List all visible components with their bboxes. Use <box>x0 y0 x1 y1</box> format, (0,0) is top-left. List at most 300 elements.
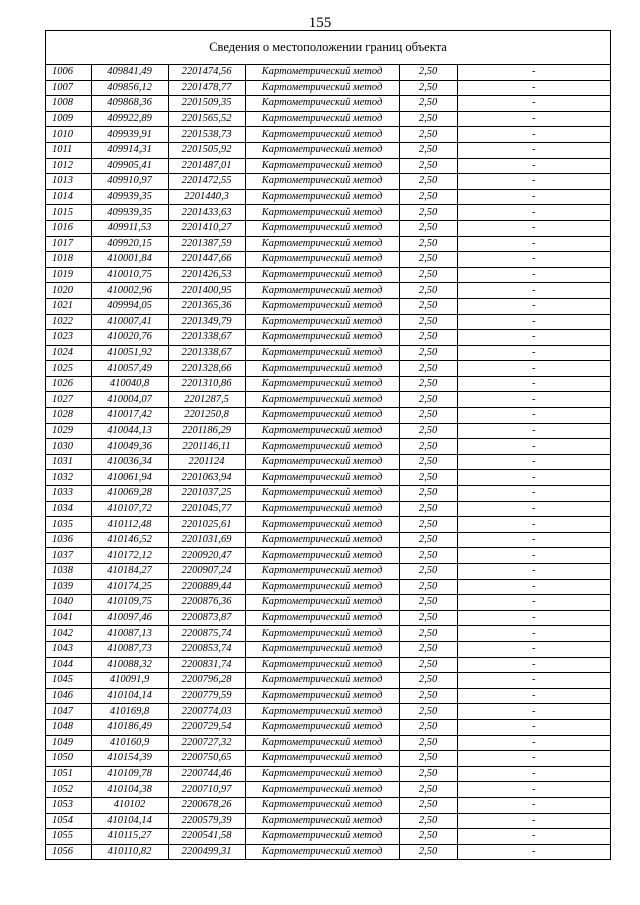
description-cell: - <box>457 189 610 205</box>
coordinate-y-cell: 2201505,92 <box>168 142 245 158</box>
coordinate-y-cell: 2200853,74 <box>168 641 245 657</box>
table-row <box>46 252 610 268</box>
coordinate-y-cell: 2200727,32 <box>168 735 245 751</box>
table-row <box>46 641 610 657</box>
coordinate-x-cell: 410002,96 <box>91 283 168 299</box>
coordinate-y-cell: 2201565,52 <box>168 111 245 127</box>
point-number-cell: 1034 <box>46 501 91 517</box>
coordinate-x-cell: 410109,78 <box>91 766 168 782</box>
method-cell: Картометрический метод <box>245 657 399 673</box>
point-number-cell: 1024 <box>46 345 91 361</box>
accuracy-cell: 2,50 <box>399 797 457 813</box>
coordinate-y-cell: 2200744,46 <box>168 766 245 782</box>
coordinate-x-cell: 410051,92 <box>91 345 168 361</box>
table-row <box>46 657 610 673</box>
description-cell: - <box>457 735 610 751</box>
point-number-cell: 1027 <box>46 392 91 408</box>
description-cell: - <box>457 298 610 314</box>
table-row <box>46 751 610 767</box>
method-cell: Картометрический метод <box>245 735 399 751</box>
coordinate-x-cell: 409939,35 <box>91 205 168 221</box>
table-body <box>46 65 610 859</box>
coordinate-y-cell: 2201447,66 <box>168 252 245 268</box>
coordinate-x-cell: 410146,52 <box>91 532 168 548</box>
coordinate-y-cell: 2201124 <box>168 454 245 470</box>
coordinate-x-cell: 410087,13 <box>91 626 168 642</box>
coordinate-x-cell: 410160,9 <box>91 735 168 751</box>
accuracy-cell: 2,50 <box>399 626 457 642</box>
coordinate-x-cell: 410007,41 <box>91 314 168 330</box>
accuracy-cell: 2,50 <box>399 813 457 829</box>
description-cell: - <box>457 501 610 517</box>
method-cell: Картометрический метод <box>245 797 399 813</box>
description-cell: - <box>457 782 610 798</box>
table-row <box>46 127 610 143</box>
coordinate-x-cell: 410036,34 <box>91 454 168 470</box>
description-cell: - <box>457 548 610 564</box>
coordinate-y-cell: 2201338,67 <box>168 330 245 346</box>
method-cell: Картометрический метод <box>245 782 399 798</box>
table-row <box>46 719 610 735</box>
table-row <box>46 532 610 548</box>
coordinate-x-cell: 410001,84 <box>91 252 168 268</box>
coordinate-y-cell: 2201338,67 <box>168 345 245 361</box>
method-cell: Картометрический метод <box>245 626 399 642</box>
accuracy-cell: 2,50 <box>399 298 457 314</box>
table-row <box>46 454 610 470</box>
table-row <box>46 96 610 112</box>
point-number-cell: 1033 <box>46 486 91 502</box>
coordinate-x-cell: 409911,53 <box>91 220 168 236</box>
coordinate-x-cell: 410115,27 <box>91 829 168 845</box>
accuracy-cell: 2,50 <box>399 314 457 330</box>
method-cell: Картометрический метод <box>245 486 399 502</box>
table-row <box>46 610 610 626</box>
method-cell: Картометрический метод <box>245 111 399 127</box>
accuracy-cell: 2,50 <box>399 345 457 361</box>
coordinate-y-cell: 2201310,86 <box>168 376 245 392</box>
method-cell: Картометрический метод <box>245 252 399 268</box>
point-number-cell: 1006 <box>46 65 91 80</box>
coordinate-x-cell: 410154,39 <box>91 751 168 767</box>
coordinate-x-cell: 410184,27 <box>91 564 168 580</box>
coordinate-x-cell: 410097,46 <box>91 610 168 626</box>
point-number-cell: 1050 <box>46 751 91 767</box>
method-cell: Картометрический метод <box>245 189 399 205</box>
coordinate-x-cell: 409922,89 <box>91 111 168 127</box>
description-cell: - <box>457 486 610 502</box>
description-cell: - <box>532 845 536 857</box>
point-number-cell: 1049 <box>46 735 91 751</box>
method-cell: Картометрический метод <box>245 595 399 611</box>
table-row <box>46 735 610 751</box>
description-cell: - <box>457 719 610 735</box>
accuracy-cell: 2,50 <box>399 189 457 205</box>
method-cell: Картометрический метод <box>245 813 399 829</box>
table-row <box>46 829 610 845</box>
table-row <box>46 142 610 158</box>
description-cell: - <box>457 626 610 642</box>
method-cell: Картометрический метод <box>245 641 399 657</box>
table-row <box>46 376 610 392</box>
method-cell: Картометрический метод <box>245 532 399 548</box>
table-row <box>46 174 610 190</box>
coordinate-x-cell: 410091,9 <box>91 673 168 689</box>
point-number-cell: 1025 <box>46 361 91 377</box>
method-cell: Картометрический метод <box>245 236 399 252</box>
method-cell: Картометрический метод <box>245 829 399 845</box>
table-row <box>46 408 610 424</box>
description-cell: - <box>457 174 610 190</box>
coordinate-x-cell: 410104,14 <box>91 688 168 704</box>
coordinate-x-cell: 410172,12 <box>91 548 168 564</box>
coordinate-y-cell: 2201400,95 <box>168 283 245 299</box>
accuracy-cell: 2,50 <box>399 283 457 299</box>
point-number-cell: 1030 <box>46 439 91 455</box>
coordinate-x-cell: 410104,14 <box>91 813 168 829</box>
accuracy-cell: 2,50 <box>399 579 457 595</box>
coordinate-x-cell: 410057,49 <box>91 361 168 377</box>
accuracy-cell: 2,50 <box>399 704 457 720</box>
description-cell: - <box>457 829 610 845</box>
coordinate-y-cell: 2200729,54 <box>168 719 245 735</box>
description-cell: - <box>457 673 610 689</box>
point-number-cell: 1011 <box>46 142 91 158</box>
point-number-cell: 1020 <box>46 283 91 299</box>
accuracy-cell: 2,50 <box>399 267 457 283</box>
point-number-cell: 1040 <box>46 595 91 611</box>
accuracy-cell: 2,50 <box>399 719 457 735</box>
coordinate-x-cell: 410174,25 <box>91 579 168 595</box>
accuracy-cell: 2,50 <box>399 782 457 798</box>
point-number-cell: 1017 <box>46 236 91 252</box>
method-cell: Картометрический метод <box>245 376 399 392</box>
method-cell: Картометрический метод <box>245 704 399 720</box>
coordinate-y-cell: 2201250,8 <box>168 408 245 424</box>
coordinate-y-cell: 2200831,74 <box>168 657 245 673</box>
accuracy-cell: 2,50 <box>399 127 457 143</box>
coordinate-x-cell: 410004,07 <box>91 392 168 408</box>
table-row <box>46 844 610 859</box>
accuracy-cell: 2,50 <box>399 766 457 782</box>
accuracy-cell: 2,50 <box>399 454 457 470</box>
coordinate-y-cell: 2201037,25 <box>168 486 245 502</box>
coordinate-x-cell: 409939,91 <box>91 127 168 143</box>
accuracy-cell: 2,50 <box>399 829 457 845</box>
coordinate-y-cell: 2200779,59 <box>168 688 245 704</box>
table-title: Сведения о местоположении границ объекта <box>46 31 610 65</box>
coordinate-y-cell: 2200541,58 <box>168 829 245 845</box>
table-row <box>46 65 610 80</box>
coordinate-y-cell: 2201186,29 <box>168 423 245 439</box>
accuracy-cell: 2,50 <box>399 844 457 859</box>
description-cell: - <box>457 330 610 346</box>
table-row <box>46 626 610 642</box>
accuracy-cell: 2,50 <box>399 501 457 517</box>
coordinate-y-cell: 2201063,94 <box>168 470 245 486</box>
method-cell: Картометрический метод <box>245 361 399 377</box>
coordinate-y-cell: 2200678,26 <box>168 797 245 813</box>
point-number-cell: 1046 <box>46 688 91 704</box>
coordinate-x-cell: 409920,15 <box>91 236 168 252</box>
point-number-cell: 1018 <box>46 252 91 268</box>
method-cell: Картометрический метод <box>245 65 399 80</box>
table-row <box>46 564 610 580</box>
coordinate-x-cell: 410102 <box>91 797 168 813</box>
table-row <box>46 345 610 361</box>
accuracy-cell: 2,50 <box>399 423 457 439</box>
accuracy-cell: 2,50 <box>399 330 457 346</box>
coordinate-y-cell: 2201410,27 <box>168 220 245 236</box>
method-cell: Картометрический метод <box>245 205 399 221</box>
description-cell: - <box>457 111 610 127</box>
table-row <box>46 517 610 533</box>
coordinate-y-cell: 2201387,59 <box>168 236 245 252</box>
method-cell: Картометрический метод <box>245 392 399 408</box>
coordinate-y-cell: 2201472,55 <box>168 174 245 190</box>
coordinate-x-cell: 410049,36 <box>91 439 168 455</box>
method-cell: Картометрический метод <box>245 844 399 859</box>
description-cell: - <box>457 361 610 377</box>
accuracy-cell: 2,50 <box>399 564 457 580</box>
point-number-cell: 1037 <box>46 548 91 564</box>
coordinate-y-cell: 2200889,44 <box>168 579 245 595</box>
point-number-cell: 1035 <box>46 517 91 533</box>
accuracy-cell: 2,50 <box>399 220 457 236</box>
accuracy-cell: 2,50 <box>399 657 457 673</box>
description-cell: - <box>457 205 610 221</box>
description-cell: - <box>457 392 610 408</box>
point-number-cell: 1039 <box>46 579 91 595</box>
coordinate-x-cell: 410169,8 <box>91 704 168 720</box>
accuracy-cell: 2,50 <box>399 595 457 611</box>
point-number-cell: 1009 <box>46 111 91 127</box>
point-number-cell: 1019 <box>46 267 91 283</box>
accuracy-cell: 2,50 <box>399 673 457 689</box>
description-cell: - <box>457 283 610 299</box>
point-number-cell: 1014 <box>46 189 91 205</box>
point-number-cell: 1042 <box>46 626 91 642</box>
table-row <box>46 205 610 221</box>
accuracy-cell: 2,50 <box>399 751 457 767</box>
point-number-cell: 1029 <box>46 423 91 439</box>
coordinate-x-cell: 409910,97 <box>91 174 168 190</box>
coordinate-x-cell: 410020,76 <box>91 330 168 346</box>
accuracy-cell: 2,50 <box>399 610 457 626</box>
coordinate-y-cell: 2201509,35 <box>168 96 245 112</box>
description-cell: - <box>457 532 610 548</box>
coordinate-x-cell: 410107,72 <box>91 501 168 517</box>
description-cell: - <box>457 564 610 580</box>
accuracy-cell: 2,50 <box>399 641 457 657</box>
accuracy-cell: 2,50 <box>399 205 457 221</box>
coordinate-y-cell: 2201426,53 <box>168 267 245 283</box>
table-row <box>46 439 610 455</box>
point-number-cell: 1054 <box>46 813 91 829</box>
coordinate-x-cell: 410010,75 <box>91 267 168 283</box>
description-cell: - <box>457 314 610 330</box>
method-cell: Картометрический метод <box>245 517 399 533</box>
table-row <box>46 501 610 517</box>
coordinate-y-cell: 2201440,3 <box>168 189 245 205</box>
coordinate-y-cell: 2200710,97 <box>168 782 245 798</box>
accuracy-cell: 2,50 <box>399 486 457 502</box>
coordinate-x-cell: 409939,35 <box>91 189 168 205</box>
accuracy-cell: 2,50 <box>399 517 457 533</box>
description-cell: - <box>457 454 610 470</box>
accuracy-cell: 2,50 <box>399 532 457 548</box>
table-row <box>46 595 610 611</box>
method-cell: Картометрический метод <box>245 298 399 314</box>
point-number-cell: 1045 <box>46 673 91 689</box>
description-cell: - <box>457 595 610 611</box>
description-cell: - <box>457 236 610 252</box>
coordinate-x-cell: 410044,13 <box>91 423 168 439</box>
coordinate-y-cell: 2200499,31 <box>168 844 245 859</box>
point-number-cell: 1022 <box>46 314 91 330</box>
accuracy-cell: 2,50 <box>399 142 457 158</box>
point-number-cell: 1023 <box>46 330 91 346</box>
method-cell: Картометрический метод <box>245 345 399 361</box>
method-cell: Картометрический метод <box>245 439 399 455</box>
method-cell: Картометрический метод <box>245 330 399 346</box>
description-cell: - <box>457 376 610 392</box>
point-number-cell: 1010 <box>46 127 91 143</box>
accuracy-cell: 2,50 <box>399 65 457 80</box>
point-number-cell: 1015 <box>46 205 91 221</box>
description-cell: - <box>457 423 610 439</box>
description-cell: - <box>457 267 610 283</box>
coordinate-x-cell: 410017,42 <box>91 408 168 424</box>
coordinate-y-cell: 2201487,01 <box>168 158 245 174</box>
coordinate-x-cell: 410186,49 <box>91 719 168 735</box>
accuracy-cell: 2,50 <box>399 376 457 392</box>
coordinate-y-cell: 2201031,69 <box>168 532 245 548</box>
description-cell: - <box>457 345 610 361</box>
point-number-cell: 1044 <box>46 657 91 673</box>
point-number-cell: 1048 <box>46 719 91 735</box>
coordinate-y-cell: 2201146,11 <box>168 439 245 455</box>
coordinate-x-cell: 410110,82 <box>91 844 168 859</box>
point-number-cell: 1007 <box>46 80 91 96</box>
method-cell: Картометрический метод <box>245 283 399 299</box>
description-cell: - <box>457 641 610 657</box>
table-row <box>46 298 610 314</box>
point-number-cell: 1047 <box>46 704 91 720</box>
method-cell: Картометрический метод <box>245 127 399 143</box>
description-cell: - <box>457 517 610 533</box>
point-number-cell: 1013 <box>46 174 91 190</box>
accuracy-cell: 2,50 <box>399 735 457 751</box>
table-row <box>46 80 610 96</box>
coordinate-x-cell: 410104,38 <box>91 782 168 798</box>
accuracy-cell: 2,50 <box>399 439 457 455</box>
accuracy-cell: 2,50 <box>399 111 457 127</box>
point-number-cell: 1043 <box>46 641 91 657</box>
coordinate-x-cell: 409905,41 <box>91 158 168 174</box>
table-row <box>46 361 610 377</box>
point-number-cell: 1031 <box>46 454 91 470</box>
point-number-cell: 1041 <box>46 610 91 626</box>
coordinate-x-cell: 410069,28 <box>91 486 168 502</box>
method-cell: Картометрический метод <box>245 610 399 626</box>
accuracy-cell: 2,50 <box>399 392 457 408</box>
coordinate-y-cell: 2200873,87 <box>168 610 245 626</box>
description-cell: - <box>457 797 610 813</box>
coordinate-y-cell: 2200875,74 <box>168 626 245 642</box>
method-cell: Картометрический метод <box>245 766 399 782</box>
description-cell: - <box>457 704 610 720</box>
coordinate-y-cell: 2200579,39 <box>168 813 245 829</box>
method-cell: Картометрический метод <box>245 314 399 330</box>
description-cell: - <box>457 579 610 595</box>
point-number-cell: 1012 <box>46 158 91 174</box>
table-row <box>46 470 610 486</box>
description-cell: - <box>457 158 610 174</box>
description-cell: - <box>457 751 610 767</box>
point-number-cell: 1032 <box>46 470 91 486</box>
description-cell: - <box>457 688 610 704</box>
coordinate-x-cell: 410087,73 <box>91 641 168 657</box>
method-cell: Картометрический метод <box>245 158 399 174</box>
method-cell: Картометрический метод <box>245 501 399 517</box>
table-row <box>46 189 610 205</box>
coordinate-y-cell: 2201433,63 <box>168 205 245 221</box>
description-cell: - <box>457 439 610 455</box>
coordinate-y-cell: 2200876,36 <box>168 595 245 611</box>
table-row <box>46 392 610 408</box>
method-cell: Картометрический метод <box>245 751 399 767</box>
coordinate-y-cell: 2201328,66 <box>168 361 245 377</box>
table-row <box>46 766 610 782</box>
table-row <box>46 236 610 252</box>
method-cell: Картометрический метод <box>245 423 399 439</box>
description-cell: - <box>457 96 610 112</box>
accuracy-cell: 2,50 <box>399 470 457 486</box>
coordinate-x-cell: 410088,32 <box>91 657 168 673</box>
accuracy-cell: 2,50 <box>399 158 457 174</box>
coordinate-x-cell: 410061,94 <box>91 470 168 486</box>
coordinate-y-cell: 2200750,65 <box>168 751 245 767</box>
table-row <box>46 688 610 704</box>
table-row <box>46 111 610 127</box>
method-cell: Картометрический метод <box>245 470 399 486</box>
description-cell: - <box>457 408 610 424</box>
point-number-cell: 1038 <box>46 564 91 580</box>
description-cell: - <box>457 80 610 96</box>
method-cell: Картометрический метод <box>245 579 399 595</box>
point-number-cell: 1016 <box>46 220 91 236</box>
table-row <box>46 797 610 813</box>
coordinate-x-cell: 410112,48 <box>91 517 168 533</box>
description-cell: - <box>457 142 610 158</box>
coordinate-y-cell: 2201474,56 <box>168 65 245 80</box>
method-cell: Картометрический метод <box>245 96 399 112</box>
table-row <box>46 673 610 689</box>
point-number-cell: 1056 <box>46 844 91 859</box>
table-row <box>46 704 610 720</box>
table-row <box>46 314 610 330</box>
point-number-cell: 1021 <box>46 298 91 314</box>
boundary-table-container <box>45 30 611 860</box>
coordinate-x-cell: 409914,31 <box>91 142 168 158</box>
coordinate-y-cell: 2201365,36 <box>168 298 245 314</box>
table-row <box>46 486 610 502</box>
method-cell: Картометрический метод <box>245 673 399 689</box>
accuracy-cell: 2,50 <box>399 548 457 564</box>
method-cell: Картометрический метод <box>245 220 399 236</box>
coordinate-y-cell: 2201349,79 <box>168 314 245 330</box>
